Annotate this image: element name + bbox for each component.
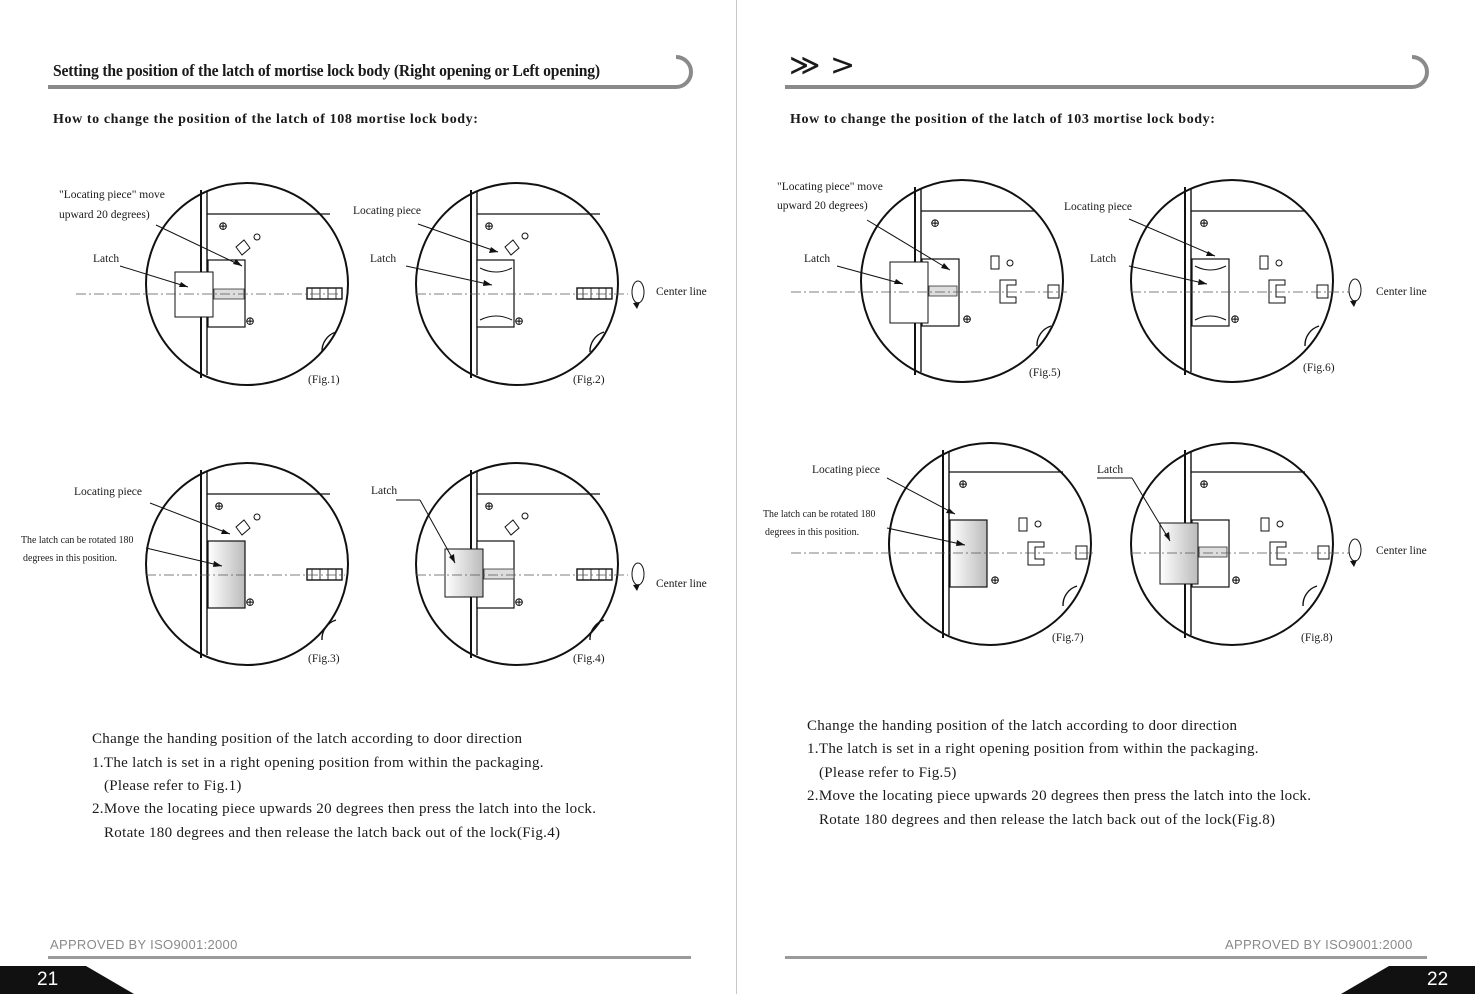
- body-line: Change the handing position of the latch according to door direction: [92, 731, 523, 747]
- svg-text:⊕: ⊕: [245, 314, 256, 328]
- rotate-label-2: degrees in this position.: [23, 552, 118, 564]
- subtitle: How to change the position of the latch of 103 mortise lock body:: [790, 112, 1216, 127]
- fig7-caption: (Fig.7): [1052, 632, 1084, 644]
- fig3-diagram: [146, 463, 348, 665]
- fig2-diagram: [406, 183, 644, 385]
- page-tab: [1341, 966, 1475, 994]
- fig2-caption: (Fig.2): [573, 374, 605, 386]
- svg-text:⊕: ⊕: [1199, 477, 1210, 491]
- svg-text:⊕: ⊕: [214, 499, 225, 513]
- locating-piece-label: Locating piece: [1064, 201, 1133, 213]
- body-line: (Please refer to Fig.5): [819, 765, 957, 781]
- svg-text:⊕: ⊕: [1231, 573, 1242, 587]
- rotate-label: The latch can be rotated 180: [763, 508, 876, 520]
- fig5-caption: (Fig.5): [1029, 367, 1061, 379]
- svg-text:⊕: ⊕: [514, 595, 525, 609]
- right-page: [737, 0, 1475, 994]
- body-line: (Please refer to Fig.1): [104, 778, 242, 794]
- svg-text:⊕: ⊕: [1230, 312, 1241, 326]
- rotate-label: The latch can be rotated 180: [21, 534, 134, 546]
- locating-piece-label: Locating piece: [353, 205, 422, 217]
- fig4-diagram: [396, 463, 644, 665]
- body-line: 1.The latch is set in a right opening position from within the packaging.: [92, 755, 544, 771]
- latch-label: Latch: [93, 253, 120, 265]
- fig6-diagram: [1129, 180, 1361, 382]
- locating-move-label-2: upward 20 degrees): [59, 209, 150, 221]
- subtitle: How to change the position of the latch of 108 mortise lock body:: [53, 112, 479, 127]
- fig3-caption: (Fig.3): [308, 653, 340, 665]
- svg-text:⊕: ⊕: [514, 314, 525, 328]
- locating-move-label: "Locating piece" move: [59, 189, 165, 201]
- latch-label: Latch: [1097, 464, 1124, 476]
- svg-text:⊕: ⊕: [1199, 216, 1210, 230]
- header-chevrons: ≫ >: [789, 48, 856, 83]
- left-page: [0, 0, 736, 994]
- body-line: Rotate 180 degrees and then release the latch back out of the lock(Fig.8): [819, 812, 1276, 828]
- svg-text:⊕: ⊕: [218, 219, 229, 233]
- fig4-caption: (Fig.4): [573, 653, 605, 665]
- center-line-label: Center line: [656, 578, 707, 590]
- locating-piece-label: Locating piece: [812, 464, 881, 476]
- page-number: 21: [37, 969, 59, 990]
- fig6-caption: (Fig.6): [1303, 362, 1335, 374]
- section-title: Setting the position of the latch of mortise lock body (Right opening or Left opening): [53, 61, 600, 80]
- latch-label: Latch: [804, 253, 831, 265]
- header-rule: [785, 57, 1427, 87]
- body-line: 2.Move the locating piece upwards 20 degrees then press the latch into the lock.: [92, 801, 597, 817]
- fig8-diagram: [1097, 443, 1361, 645]
- fig1-caption: (Fig.1): [308, 374, 340, 386]
- locating-move-label: "Locating piece" move: [777, 181, 883, 193]
- approved-footer: APPROVED BY ISO9001:2000: [50, 937, 238, 952]
- body-line: Rotate 180 degrees and then release the latch back out of the lock(Fig.4): [104, 825, 561, 841]
- center-line-label: Center line: [1376, 286, 1427, 298]
- center-line-label: Center line: [656, 286, 707, 298]
- fig8-caption: (Fig.8): [1301, 632, 1333, 644]
- locating-piece-label: Locating piece: [74, 486, 143, 498]
- svg-text:⊕: ⊕: [990, 573, 1001, 587]
- latch-label: Latch: [370, 253, 397, 265]
- svg-text:⊕: ⊕: [245, 595, 256, 609]
- rotate-label-2: degrees in this position.: [765, 526, 860, 538]
- latch-label: Latch: [371, 485, 398, 497]
- svg-text:⊕: ⊕: [962, 312, 973, 326]
- svg-text:⊕: ⊕: [930, 216, 941, 230]
- approved-footer: APPROVED BY ISO9001:2000: [1225, 937, 1413, 952]
- svg-text:⊕: ⊕: [958, 477, 969, 491]
- locating-move-label-2: upward 20 degrees): [777, 200, 868, 212]
- footer-rule: [48, 956, 691, 959]
- body-line: 1.The latch is set in a right opening position from within the packaging.: [807, 741, 1259, 757]
- right-page-artwork: [737, 0, 1475, 994]
- page-number: 22: [1427, 969, 1449, 990]
- body-line: 2.Move the locating piece upwards 20 degrees then press the latch into the lock.: [807, 788, 1312, 804]
- svg-text:⊕: ⊕: [484, 219, 495, 233]
- page-tab: [0, 966, 134, 994]
- center-line-label: Center line: [1376, 545, 1427, 557]
- svg-text:⊕: ⊕: [484, 499, 495, 513]
- latch-label: Latch: [1090, 253, 1117, 265]
- footer-rule: [785, 956, 1427, 959]
- body-line: Change the handing position of the latch according to door direction: [807, 718, 1238, 734]
